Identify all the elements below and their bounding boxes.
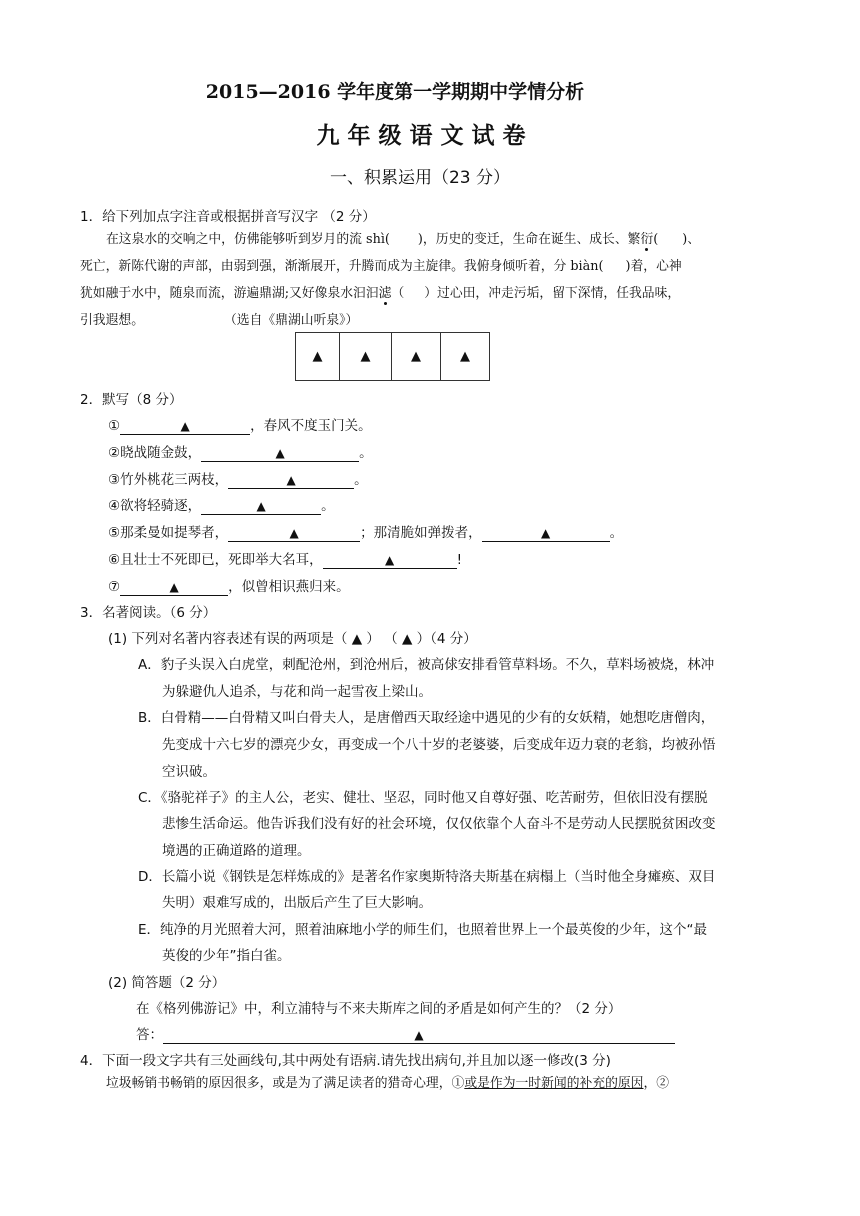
answer-box[interactable]: ▲ bbox=[340, 333, 392, 381]
exam-subtitle: 九年级语文试卷 bbox=[316, 123, 534, 149]
answer-fill-blank[interactable]: ▲ bbox=[163, 1028, 675, 1044]
q2-line-3: ③竹外桃花三两枝， ▲ 。 bbox=[108, 472, 368, 488]
answer-box[interactable]: ▲ bbox=[296, 333, 340, 381]
option-e-line2: 英俊的少年”指白雀。 bbox=[162, 948, 291, 964]
option-c-line2: 悲惨生活命运。他告诉我们没有好的社会环境，仅仅依靠个人奋斗不是劳动人民摆脱贫困改变 bbox=[162, 816, 716, 832]
q2-line-1: ① ▲ ，春风不度玉门关。 bbox=[108, 418, 372, 434]
source-citation: （选自《鼎湖山听泉》） bbox=[223, 313, 359, 328]
q2-stem: 2．默写（8 分） bbox=[80, 392, 183, 408]
option-b-line3: 空识破。 bbox=[162, 764, 216, 780]
q2-line-7: ⑦ ▲ ，似曾相识燕归来。 bbox=[108, 579, 350, 595]
q1-answer-boxes bbox=[295, 332, 490, 381]
option-a-line1: A．豹子头误入白虎堂，刺配沧州，到沧州后，被高俅安排看管草料场。不久，草料场被烧，林冲 bbox=[138, 657, 715, 673]
option-c-line3: 境遇的正确道路的道理。 bbox=[162, 843, 311, 859]
q2-line-2: ②晓战随金鼓， ▲ 。 bbox=[108, 445, 373, 461]
exam-title: 2015—2016 学年度第一学期期中学情分析 bbox=[205, 81, 585, 103]
underlined-sentence: 或是作为一时新闻的补充的原因 bbox=[464, 1076, 644, 1091]
fill-blank[interactable]: ▲ bbox=[323, 553, 457, 569]
q4-stem: 4．下面一段文字共有三处画线句,其中两处有语病.请先找出病句,并且加以逐一修改(3 分) bbox=[80, 1053, 611, 1069]
option-b-line1: B．白骨精——白骨精又叫白骨夫人，是唐僧西天取经途中遇见的少有的女妖精，她想吃唐僧肉， bbox=[138, 710, 715, 726]
q3-answer-line: 答： ▲ bbox=[136, 1023, 675, 1044]
q2-line-4: ④欲将轻骑逐， ▲ 。 bbox=[108, 498, 335, 514]
q3-sub1: (1) 下列对名著内容表述有误的两项是（ ▲ ） （ ▲ ）（4 分） bbox=[108, 631, 477, 647]
q1-passage-line1: 在这泉水的交响之中，仿佛能够听到岁月的流 shì( )，历史的变迁，生命在诞生、成长、繁衍( )、 bbox=[106, 232, 701, 247]
fill-blank[interactable]: ▲ bbox=[120, 419, 250, 435]
q3-stem: 3．名著阅读。（6 分） bbox=[80, 605, 217, 621]
fill-blank[interactable]: ▲ bbox=[228, 526, 360, 542]
answer-box[interactable]: ▲ bbox=[392, 333, 441, 381]
answer-box[interactable]: ▲ bbox=[441, 333, 490, 381]
option-e-line1: E．纯净的月光照着大河，照着油麻地小学的师生们，也照着世界上一个最英俊的少年，这个“最 bbox=[138, 922, 708, 938]
q3-sub2: (2) 简答题（2 分） bbox=[108, 975, 226, 991]
option-d-line2: 失明）艰难写成的，出版后产生了巨大影响。 bbox=[162, 895, 432, 911]
dotted-char: 滤 bbox=[378, 286, 392, 301]
q1-stem: 1．给下列加点字注音或根据拼音写汉字 （2 分） bbox=[80, 209, 376, 225]
q2-line-5: ⑤那柔曼如提琴者， ▲ ；那清脆如弹拨者， ▲ 。 bbox=[108, 525, 624, 541]
fill-blank[interactable]: ▲ bbox=[482, 526, 610, 542]
option-a-line2: 为躲避仇人追杀，与花和尚一起雪夜上梁山。 bbox=[162, 684, 432, 700]
q1-passage-line3: 犹如融于水中，随泉而流，游遍鼎湖;又好像泉水汩汩滤（ ）过心田，冲走污垢，留下深情，任我品味， bbox=[80, 286, 681, 301]
q4-passage: 垃圾畅销书畅销的原因很多，或是为了满足读者的猎奇心理，①或是作为一时新闻的补充的原因，② bbox=[106, 1076, 670, 1091]
fill-blank[interactable]: ▲ bbox=[228, 473, 354, 489]
fill-blank[interactable]: ▲ bbox=[120, 580, 228, 596]
q1-passage-line4: 引我遐想。 （选自《鼎湖山听泉》） bbox=[80, 313, 359, 328]
section-heading: 一、积累运用（23 分） bbox=[329, 168, 511, 188]
q1-passage-line2: 死亡，新陈代谢的声部，由弱到强，渐渐展开，升腾而成为主旋律。我俯身倾听着，分 biàn( )着，心神 bbox=[80, 259, 682, 274]
fill-blank[interactable]: ▲ bbox=[201, 499, 321, 515]
option-d-line1: D．长篇小说《钢铁是怎样炼成的》是著名作家奥斯特洛夫斯基在病榻上（当时他全身瘫痪、双目 bbox=[138, 869, 716, 885]
q2-line-6: ⑥且壮士不死即已，死即举大名耳， ▲ ! bbox=[108, 552, 463, 568]
dotted-char: 衍 bbox=[640, 232, 654, 247]
option-c-line1: C．《骆驼祥子》的主人公，老实、健壮、坚忍，同时他又自尊好强、吃苦耐劳，但依旧没有摆脱 bbox=[138, 790, 708, 806]
q3-sub2-question: 在《格列佛游记》中，利立浦特与不来夫斯库之间的矛盾是如何产生的？（2 分） bbox=[136, 1001, 622, 1017]
fill-blank[interactable]: ▲ bbox=[201, 446, 359, 462]
option-b-line2: 先变成十六七岁的漂亮少女，再变成一个八十岁的老婆婆，后变成年迈力衰的老翁，均被孙悟 bbox=[162, 737, 716, 753]
